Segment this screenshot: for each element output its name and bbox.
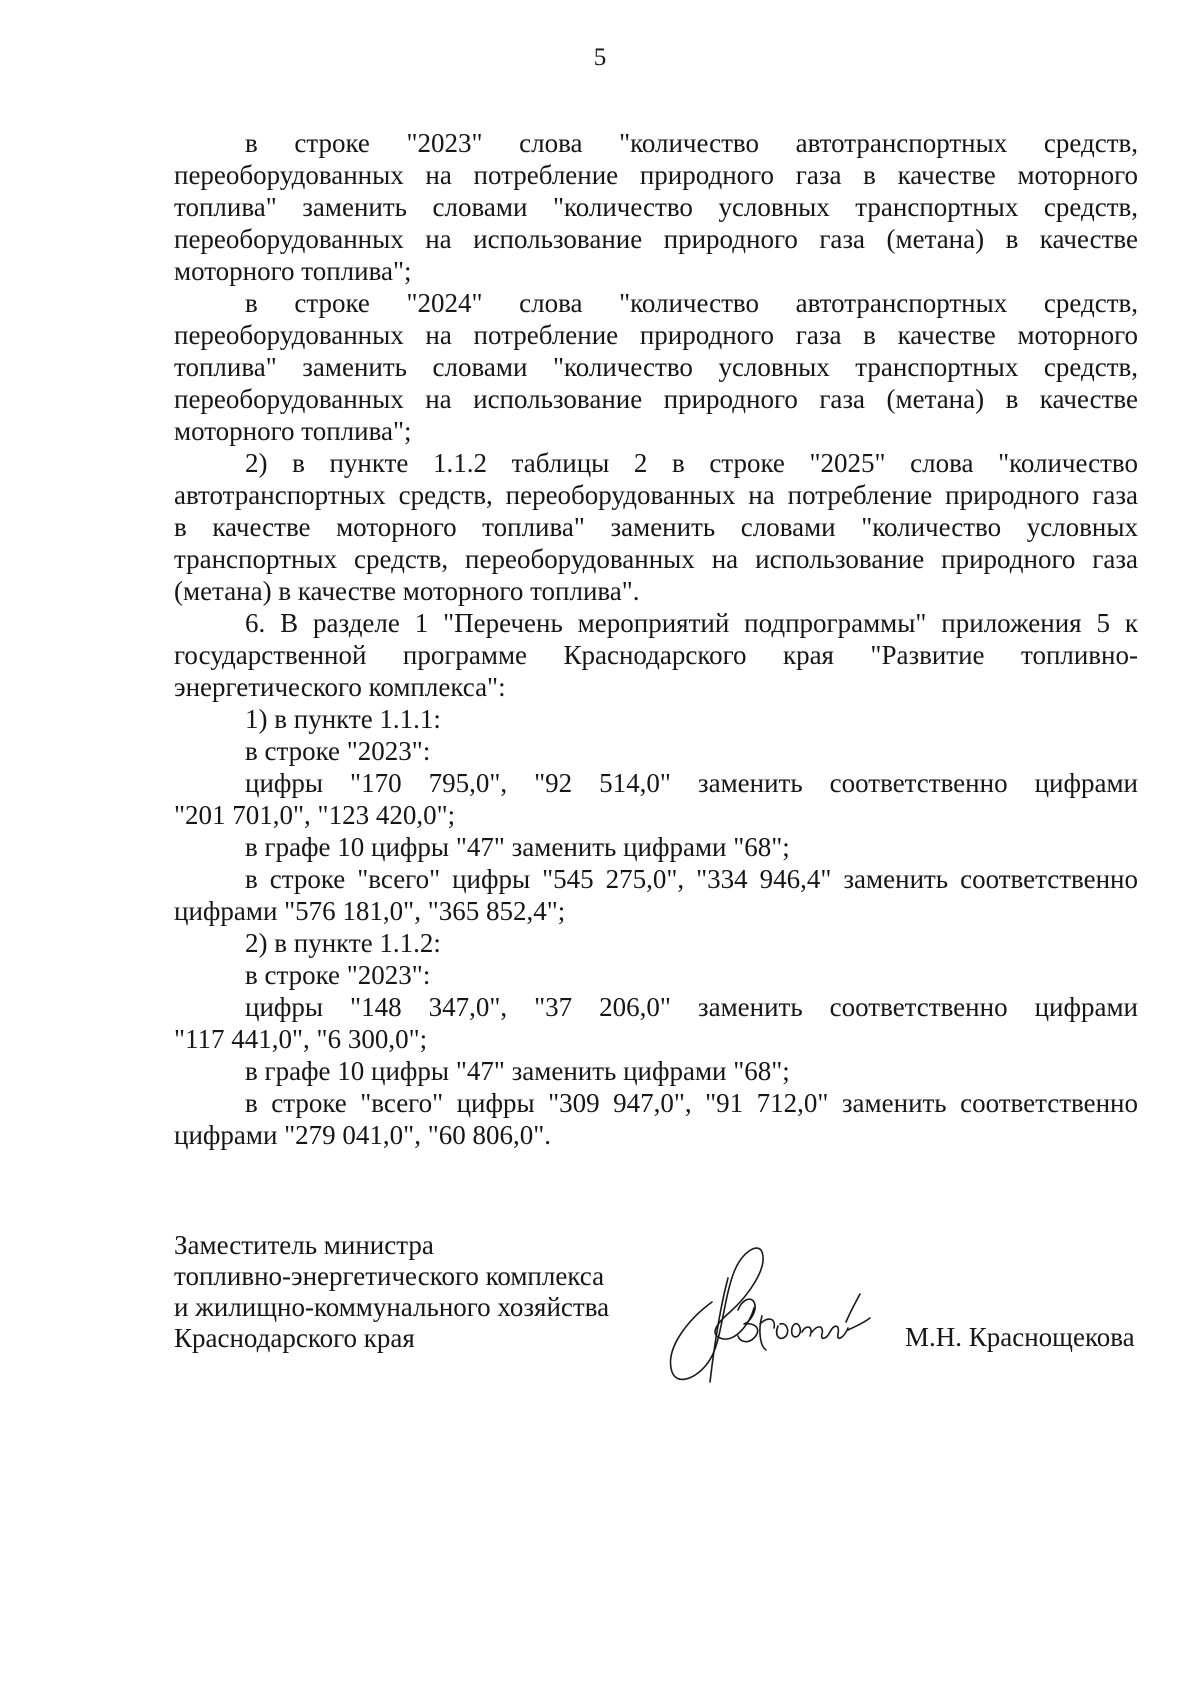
text-line: в строке "2023":	[245, 736, 431, 766]
paragraph-row-2023-replacement	[174, 127, 1138, 287]
document-body	[174, 127, 1138, 1151]
paragraph-section-6	[174, 607, 1138, 703]
text-line: цифры "148 347,0", "37 206,0" заменить соответственно цифрами	[245, 992, 1138, 1022]
paragraph-item-1-1-2-table-2	[174, 447, 1138, 607]
paragraph-item-1-1-1	[174, 703, 1138, 735]
position-line: и жилищно-коммунального хозяйства	[174, 1292, 610, 1322]
text-line: в строке "всего" цифры "545 275,0", "334 946,4" заменить соответственно	[245, 864, 1138, 894]
text-line: переоборудованных на потребление природного газа в качестве моторного	[174, 320, 1138, 350]
text-line: переоборудованных на использование природного газа (метана) в качестве	[174, 224, 1138, 254]
text-line: переоборудованных на использование природного газа (метана) в качестве	[174, 384, 1138, 414]
paragraph-total-row	[174, 863, 1138, 927]
paragraph-item-1-1-2	[174, 927, 1138, 959]
text-line: 2) в пункте 1.1.2 таблицы 2 в строке "2025" слова "количество	[245, 448, 1138, 478]
text-line: автотранспортных средств, переоборудованных на потребление природного газа	[174, 480, 1138, 510]
text-line: государственной программе Краснодарского края "Развитие топливно-	[174, 640, 1138, 670]
text-line: транспортных средств, переоборудованных на использование природного газа	[174, 544, 1138, 574]
text-line: в строке "2023":	[245, 960, 431, 990]
signer-name: М.Н. Краснощекова	[905, 1322, 1135, 1352]
text-line: моторного топлива";	[174, 256, 412, 286]
paragraph-total-row	[174, 1087, 1138, 1151]
text-line: переоборудованных на потребление природного газа в качестве моторного	[174, 160, 1138, 190]
position-line: топливно-энергетического комплекса	[174, 1261, 605, 1291]
paragraph-figures-replacement	[174, 767, 1138, 831]
text-line: в качестве моторного топлива" заменить словами "количество условных	[174, 512, 1138, 542]
handwritten-signature	[650, 1238, 900, 1388]
text-line: цифрами "279 041,0", "60 806,0".	[174, 1120, 551, 1150]
text-line: моторного топлива";	[174, 416, 412, 446]
text-line: "117 441,0", "6 300,0";	[174, 1024, 428, 1054]
text-line: в графе 10 цифры "47" заменить цифрами "68";	[245, 832, 790, 862]
paragraph-column-10	[174, 1055, 1138, 1087]
text-line: топлива" заменить словами "количество условных транспортных средств,	[174, 352, 1138, 382]
text-line: в строке "2023" слова "количество автотранспортных средств,	[245, 128, 1138, 158]
text-line: 1) в пункте 1.1.1:	[245, 704, 441, 734]
text-line: топлива" заменить словами "количество условных транспортных средств,	[174, 192, 1138, 222]
text-line: цифрами "576 181,0", "365 852,4";	[174, 896, 566, 926]
paragraph-row-2023-heading	[174, 735, 1138, 767]
text-line: в строке "2024" слова "количество автотранспортных средств,	[245, 288, 1138, 318]
text-line: энергетического комплекса":	[174, 672, 506, 702]
paragraph-column-10	[174, 831, 1138, 863]
paragraph-row-2024-replacement	[174, 287, 1138, 447]
position-line: Краснодарского края	[174, 1323, 415, 1353]
text-line: в графе 10 цифры "47" заменить цифрами "68";	[245, 1056, 790, 1086]
page-number: 5	[593, 44, 607, 71]
signatory-position	[174, 1230, 609, 1354]
paragraph-figures-replacement	[174, 991, 1138, 1055]
text-line: 2) в пункте 1.1.2:	[245, 928, 441, 958]
text-line: 6. В разделе 1 "Перечень мероприятий подпрограммы" приложения 5 к	[245, 608, 1138, 638]
text-line: в строке "всего" цифры "309 947,0", "91 712,0" заменить соответственно	[245, 1088, 1138, 1118]
text-line: (метана) в качестве моторного топлива".	[174, 576, 640, 606]
text-line: "201 701,0", "123 420,0";	[174, 800, 456, 830]
position-line: Заместитель министра	[174, 1230, 434, 1260]
text-line: цифры "170 795,0", "92 514,0" заменить соответственно цифрами	[245, 768, 1138, 798]
paragraph-row-2023-heading	[174, 959, 1138, 991]
